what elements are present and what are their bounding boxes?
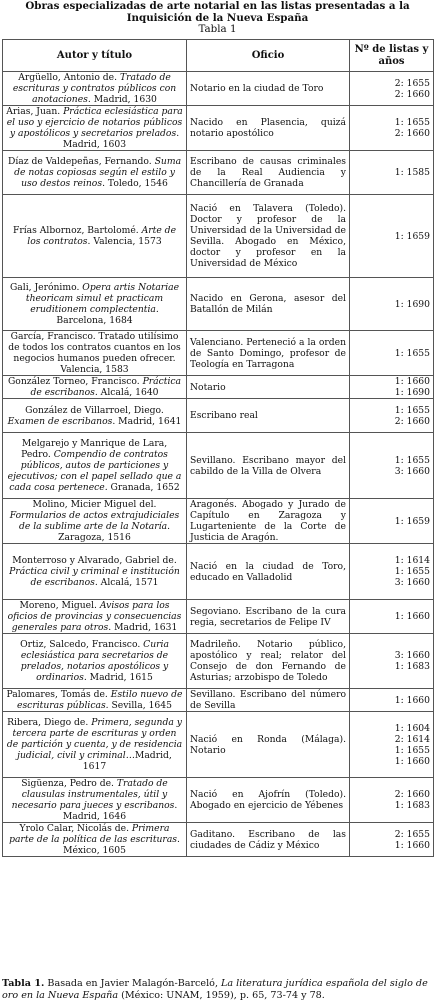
author-text: . Alcalá, 1640 [94,387,159,398]
author-italic-text: Práctica de escribanos [30,376,182,398]
lists-years-cell [350,278,434,331]
caption-text: (México: UNAM, 1959), p. 65, 73-74 y 78. [118,990,325,1001]
lists-years-cell [350,712,434,778]
table-row [3,399,434,433]
office-cell: Madrileño. Notario público, apostólico y real; relator del Consejo de don Fernando de Asturias; arzobispo de Toledo [187,634,350,689]
author-text: Sigüenza, Pedro de. [21,778,117,789]
office-cell: Nació en Ajofrín (Toledo). Abogado en ejercicio de Yébenes [187,778,350,823]
lists-years-cell [350,195,434,278]
office-cell: Nació en Ronda (Málaga). Notario [187,712,350,778]
table-row [3,778,434,823]
office-cell: Sevillano. Escribano del número de Sevilla [187,689,350,712]
author-title-cell [3,544,187,600]
author-text: Melgarejo y Manrique de Lara, Pedro. [21,438,168,460]
office-cell: Nació en la ciudad de Toro, educado en Valladolid [187,544,350,600]
lists-years-cell [350,544,434,600]
table-row [3,544,434,600]
author-text: García, Francisco. Tratado utilísimo de todos los contratos cuantos en los negocios humanos pueden ofrecer. Valencia, 1583 [8,331,181,375]
author-text: . Valencia, 1573 [87,236,162,247]
author-italic-text: Estilo nuevo de escrituras públicas [17,689,183,711]
lists-years-cell [350,433,434,499]
author-text: Monterroso y Alvarado, Gabriel de. [12,555,177,566]
lists-years-cell [350,331,434,376]
lists-years-cell [350,600,434,634]
lists-years-cell [350,399,434,433]
lists-years-cell [350,106,434,151]
list-year-entry: 1: 1655 [394,117,430,128]
table-row [3,689,434,712]
list-year-entry: 1: 1660 [394,694,430,706]
list-year-entry: 2: 1660 [394,88,430,100]
author-text: . Madrid, 1631 [108,622,178,633]
office-cell: Escribano real [187,399,350,433]
table-row [3,499,434,544]
author-italic-text: Avisos para los oficios de provincias y consecuencias generales para otros [7,600,182,633]
lists-years-cell [350,72,434,106]
author-title-cell [3,106,187,151]
column-header-author: Autor y título [3,40,187,72]
table-row [3,151,434,195]
author-title-cell [3,399,187,433]
author-text: . Barcelona, 1684 [56,304,159,326]
author-text: Palomares, Tomás de. [6,689,111,700]
list-year-entry: 1: 1659 [394,515,430,527]
table-body [3,72,434,857]
lists-years-cell [350,499,434,544]
author-title-cell [3,823,187,857]
author-italic-text: Primera, segunda y tercera parte de escrituras y orden de partición y cuenta, y de residencia judicial, civil y criminal [6,717,183,761]
office-cell: Sevillano. Escribano mayor del cabildo de la Villa de Olvera [187,433,350,499]
author-text: Argüello, Antonio de. [18,72,120,83]
table-heading [0,0,435,35]
author-text: Moreno, Miguel. [19,600,100,611]
list-year-entry: 1: 1660 [394,611,430,622]
author-italic-text: Curia eclesiástica para secretarios de prelados, notarios apostólicos y ordinarios [20,639,169,683]
table-row [3,712,434,778]
office-cell: Valenciano. Perteneció a la orden de Santo Domingo, profesor de Teología en Tarragona [187,331,350,376]
author-title-cell [3,778,187,823]
list-year-entry: 1: 1585 [394,167,430,178]
office-cell: Notario [187,376,350,399]
list-year-entry: 2: 1660 [394,128,430,139]
table-title: Obras especializadas de arte notarial en las listas presentadas a la Inquisición de la Nueva España [25,0,410,24]
author-text: . Toledo, 1546 [102,178,168,189]
office-cell: Gaditano. Escribano de las ciudades de Cádiz y México [187,823,350,857]
caption-italic-text: La literatura jurídica española del siglo de oro en la Nueva España [2,978,428,1001]
author-title-cell [3,278,187,331]
list-year-entry: 1: 1655 [394,566,430,577]
author-text: Yrolo Calar, Nicolás de. [19,823,132,834]
list-year-entry: 2: 1660 [394,789,430,800]
author-italic-text: Formularios de actos extrajudiciales de la sublime arte de la Notaría [9,510,180,532]
author-title-cell [3,376,187,399]
list-year-entry: 2: 1655 [394,828,430,840]
author-title-cell [3,331,187,376]
list-year-entry: 1: 1683 [394,800,430,811]
list-year-entry: 2: 1655 [394,77,430,89]
office-cell: Notario en la ciudad de Toro [187,72,350,106]
list-year-entry: 1: 1690 [394,387,430,398]
author-italic-text: Compendio de contratos públicos, autos de particiones y ejecutivos; con el papel sellado que a cada cosa pertenece [7,449,182,493]
list-year-entry: 1: 1660 [394,839,430,851]
caption-text: Basada en Javier Malagón-Barceló, [44,978,222,989]
list-year-entry: 1: 1683 [394,661,430,672]
author-text: Ortiz, Salcedo, Francisco. [20,639,144,650]
office-cell: Segoviano. Escribano de la cura regia, secretarios de Felipe IV [187,600,350,634]
author-text: Ribera, Diego de. [7,717,92,728]
author-text: Arias, Juan. [6,106,64,117]
author-text: Molino, Micier Miguel del. [32,499,157,510]
table-row [3,106,434,151]
author-text: González Torneo, Francisco. [7,376,143,387]
lists-years-cell [350,376,434,399]
author-text: Gali, Jerónimo. [9,282,83,293]
author-text: . Madrid, 1603 [62,128,180,150]
author-text: González de Villarroel, Diego. [25,404,164,416]
author-italic-text: Opera artis Notariae theoricam simul et practicam eruditionem complectentia [25,282,180,315]
author-text: Frías Albornoz, Bartolomé. [12,225,142,236]
author-italic-text: Práctica eclesiástica para el uso y ejercicio de notarios públicos y apostólicos y secretarios prelados [6,106,183,139]
author-text: . Granada, 1652 [104,482,180,493]
caption-bold-text: Tabla 1. [2,978,45,989]
author-title-cell [3,151,187,195]
list-year-entry: 1: 1690 [394,298,430,310]
list-year-entry: 1: 1655 [394,404,430,416]
lists-years-cell [350,689,434,712]
office-cell: Nació en Talavera (Toledo). Doctor y profesor de la Universidad de la Universidad de Sevilla. Abogado en México, doctor y profesor en la Universidad de México [187,195,350,278]
table-row [3,634,434,689]
author-title-cell [3,689,187,712]
author-title-cell [3,72,187,106]
list-year-entry: 2: 1614 [394,733,430,745]
author-text: . Zaragoza, 1516 [58,521,170,543]
table-row [3,376,434,399]
author-italic-text: Primera parte de la política de las escrituras [9,823,178,845]
column-header-lists-years: Nº de listas y años [350,40,434,72]
list-year-entry: 1: 1614 [394,555,430,566]
office-cell: Aragonés. Abogado y Jurado de Capítulo en Zaragoza y Lugarteniente de la Corte de Justicia de Aragón. [187,499,350,544]
list-year-entry: 1: 1655 [394,744,430,756]
list-year-entry: 1: 1604 [394,722,430,734]
lists-years-cell [350,823,434,857]
table-number: Tabla 1 [198,23,237,35]
author-title-cell [3,499,187,544]
list-year-entry: 3: 1660 [394,465,430,477]
table-caption [2,978,433,1002]
table-row [3,433,434,499]
list-year-entry: 1: 1659 [394,230,430,242]
table-row [3,72,434,106]
author-text: . Alcalá, 1571 [94,577,159,588]
author-italic-text: Práctica civil y criminal e institución de escribanos [9,566,180,588]
author-italic-text: Examen de escribanos [7,415,113,427]
author-title-cell [3,634,187,689]
author-title-cell [3,712,187,778]
author-text: . México, 1605 [63,834,180,856]
author-text: . Madrid, 1630 [87,94,157,105]
office-cell: Escribano de causas criminales de la Real Audiencia y Chancillería de Granada [187,151,350,195]
author-title-cell [3,600,187,634]
author-text: …Madrid, 1617 [82,750,172,772]
list-year-entry: 3: 1660 [394,577,430,588]
table-row [3,195,434,278]
lists-years-cell [350,778,434,823]
author-text: . Madrid, 1615 [83,672,153,683]
author-italic-text: Tratado de clausulas instrumentales, útil y necesario para jueces y escribanos [11,778,175,811]
table-row [3,331,434,376]
list-year-entry: 1: 1655 [394,454,430,466]
table-header-row [3,40,434,72]
author-italic-text: Arte de los contratos [27,225,177,247]
list-year-entry: 1: 1660 [394,376,430,387]
lists-years-cell [350,634,434,689]
author-text: . Madrid, 1641 [112,415,182,427]
author-text: . Madrid, 1646 [62,800,178,822]
table-row [3,278,434,331]
list-year-entry: 3: 1660 [394,650,430,661]
list-year-entry: 1: 1655 [394,347,430,359]
author-italic-text: Tratado de escrituras y contratos públicos con anotaciones [12,72,177,105]
author-title-cell [3,195,187,278]
office-cell: Nacido en Gerona, asesor del Batallón de Milán [187,278,350,331]
author-text: . Sevilla, 1645 [105,700,172,711]
table-row [3,600,434,634]
notarial-works-table [2,39,434,857]
table-row [3,823,434,857]
list-year-entry: 1: 1660 [394,755,430,767]
author-text: Díaz de Valdepeñas, Fernando. [7,156,155,167]
author-italic-text: Suma de notas copiosas según el estilo y uso destos reinos [14,156,182,189]
list-year-entry: 2: 1660 [394,415,430,427]
author-title-cell [3,433,187,499]
lists-years-cell [350,151,434,195]
column-header-office: Oficio [187,40,350,72]
office-cell: Nacido en Plasencia, quizá notario apostólico [187,106,350,151]
